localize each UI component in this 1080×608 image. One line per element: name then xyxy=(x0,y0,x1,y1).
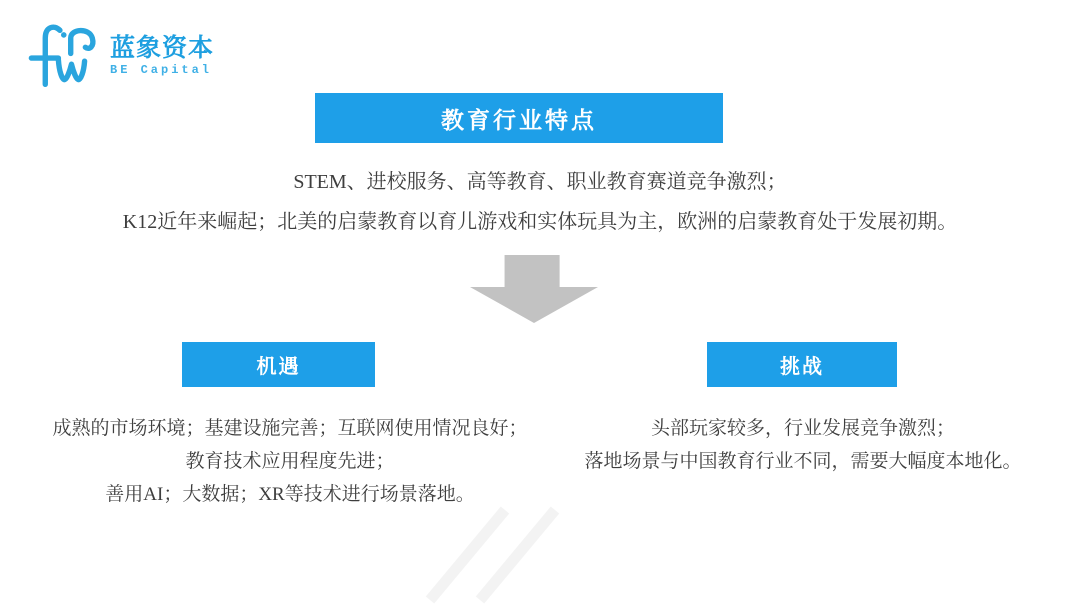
opportunity-header-box xyxy=(182,342,375,387)
brand-name-cn: 蓝象资本 xyxy=(110,34,215,62)
brand-name-en: BE Capital xyxy=(110,63,213,77)
title-banner xyxy=(315,93,723,143)
intro-line-1: STEM、进校服务、高等教育、职业教育赛道竞争激烈； xyxy=(293,171,787,193)
challenge-text-block xyxy=(563,412,1043,478)
challenge-line-1: 头部玩家较多，行业发展竞争激烈； xyxy=(650,418,955,439)
intro-paragraph xyxy=(0,162,1080,242)
elephant-icon xyxy=(24,18,102,92)
opportunity-line-3: 善用AI；大数据；XR等技术进行场景落地。 xyxy=(105,484,475,505)
challenge-header-box xyxy=(707,342,897,387)
down-arrow-icon xyxy=(470,255,598,323)
opportunity-text-block xyxy=(30,412,550,511)
opportunity-line-1: 成熟的市场环境；基建设施完善；互联网使用情况良好； xyxy=(52,418,528,439)
watermark-strokes xyxy=(375,505,595,605)
challenge-line-2: 落地场景与中国教育行业不同，需要大幅度本地化。 xyxy=(584,451,1022,472)
opportunity-header-label: 机遇 xyxy=(256,356,301,378)
intro-line-2: K12近年来崛起；北美的启蒙教育以育儿游戏和实体玩具为主，欧洲的启蒙教育处于发展初期。 xyxy=(122,211,958,233)
brand-text xyxy=(110,34,214,77)
opportunity-line-2: 教育技术应用程度先进； xyxy=(185,451,395,472)
brand-logo xyxy=(24,18,214,92)
title-banner-label: 教育行业特点 xyxy=(441,106,597,133)
challenge-header-label: 挑战 xyxy=(780,356,824,378)
